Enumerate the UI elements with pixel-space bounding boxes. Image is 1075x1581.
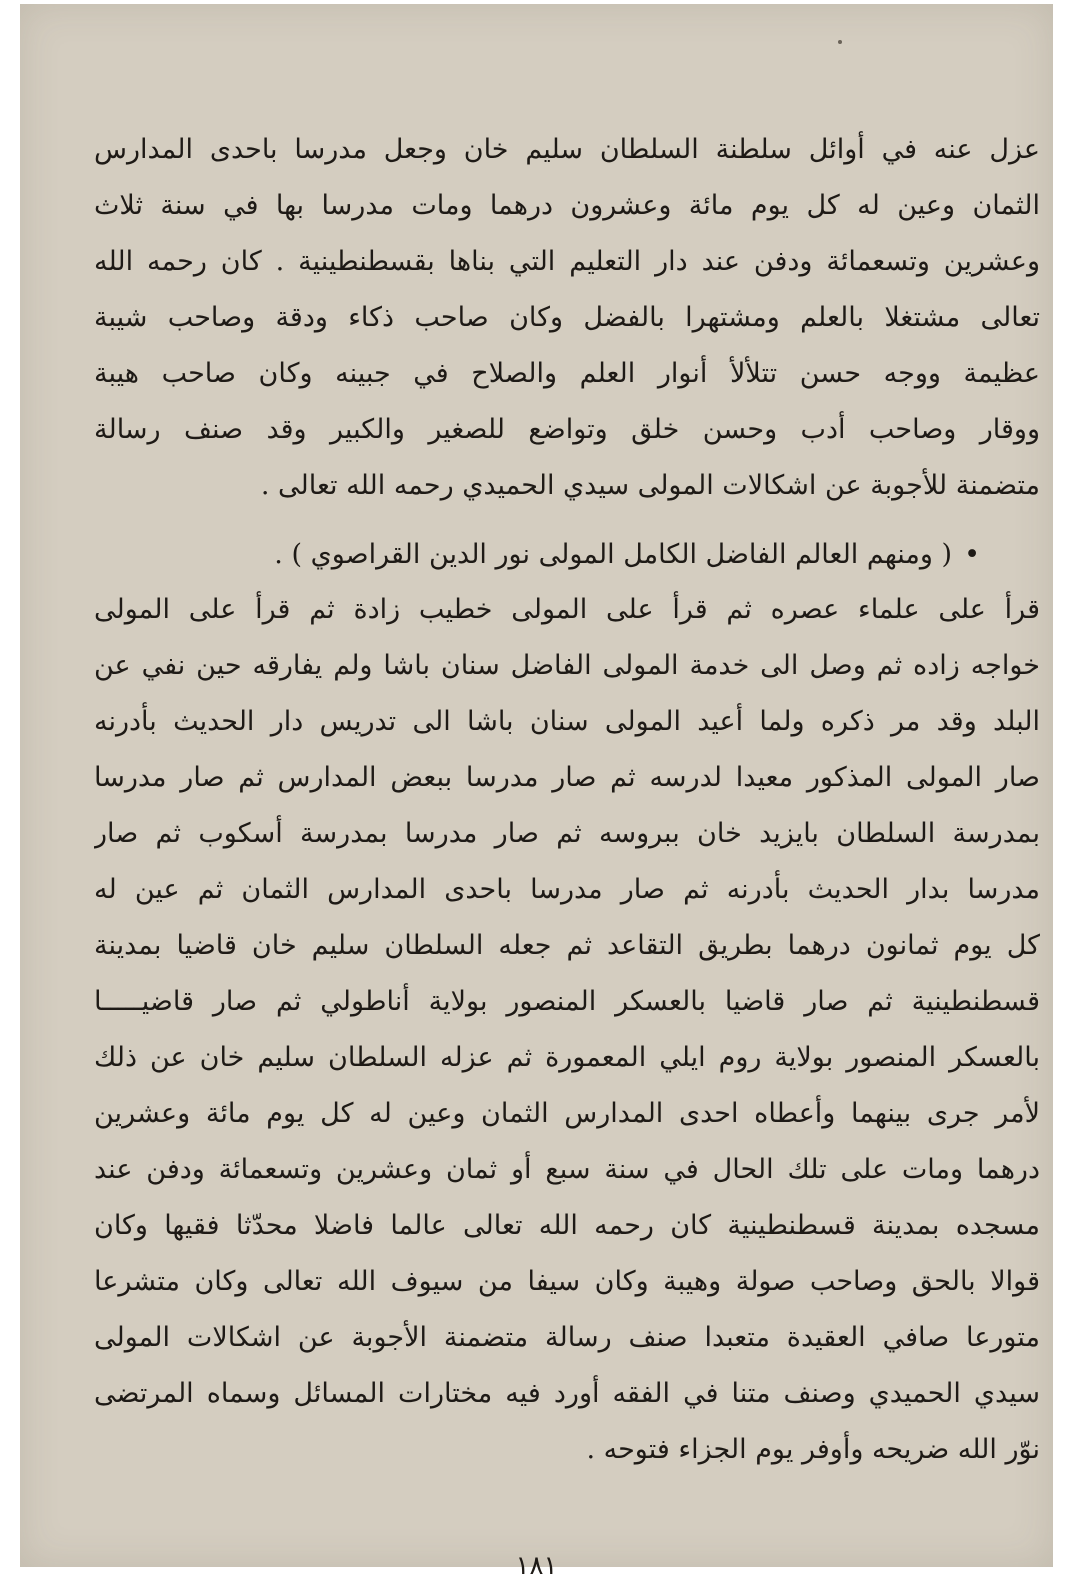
page-number: ١٨١ [515, 1551, 558, 1581]
text-line: قسطنطينية ثم صار قاضيا بالعسكر المنصور بولاية أناطولي ثم صار قاضيـــــا [94, 986, 1040, 1017]
text-line: خواجه زاده ثم وصل الى خدمة المولى الفاضل سنان باشا ولم يفارقه حين نفي عن [94, 650, 1040, 681]
text-line: قرأ على علماء عصره ثم قرأ على المولى خطيب زادة ثم قرأ على المولى [94, 594, 1040, 625]
paragraph-2 [94, 582, 1040, 1478]
text-line: تعالى مشتغلا بالعلم ومشتهرا بالفضل وكان صاحب ذكاء ودقة وصاحب شيبة [94, 302, 1040, 333]
section-heading [94, 527, 1040, 583]
text-line: الثمان وعين له كل يوم مائة وعشرون درهما ومات مدرسا بها في سنة ثلاث [94, 190, 1040, 221]
heading-text: ( ومنهم العالم الفاضل الكامل المولى نور الدين القراصوي ) . [274, 539, 953, 570]
text-line: صار المولى المذكور معيدا لدرسه ثم صار مدرسا ببعض المدارس ثم صار مدرسا [94, 762, 1040, 793]
text-line: نوّر الله ضريحه وأوفر يوم الجزاء فتوحه . [586, 1434, 1040, 1465]
text-line: البلد وقد مر ذكره ولما أعيد المولى سنان باشا الى تدريس دار الحديث بأدرنه [94, 706, 1040, 737]
text-line: عظيمة ووجه حسن تتلألأ أنوار العلم والصلاح في جبينه وكان صاحب هيبة [94, 358, 1040, 389]
text-line: عزل عنه في أوائل سلطنة السلطان سليم خان وجعل مدرسا باحدى المدارس [94, 134, 1040, 165]
text-line: كل يوم ثمانون درهما بطريق التقاعد ثم جعله السلطان سليم خان قاضيا بمدينة [94, 930, 1040, 961]
text-line: وعشرين وتسعمائة ودفن عند دار التعليم التي بناها بقسطنطينية . كان رحمه الله [94, 246, 1040, 277]
text-line: لأمر جرى بينهما وأعطاه احدى المدارس الثمان وعين له كل يوم مائة وعشرين [94, 1098, 1040, 1129]
paper-speck [838, 40, 842, 44]
text-line: ووقار وصاحب أدب وحسن خلق وتواضع للصغير والكبير وقد صنف رسالة [94, 414, 1040, 445]
text-line: قوالا بالحق وصاحب صولة وهيبة وكان سيفا من سيوف الله تعالى وكان متشرعا [94, 1266, 1040, 1297]
text-line: درهما ومات على تلك الحال في سنة سبع أو ثمان وعشرين وتسعمائة ودفن عند [94, 1154, 1040, 1185]
book-page [20, 4, 1053, 1581]
text-line: مدرسا بدار الحديث بأدرنه ثم صار مدرسا باحدى المدارس الثمان ثم عين له [94, 874, 1040, 905]
text-line: سيدي الحميدي وصنف متنا في الفقه أورد فيه مختارات المسائل وسماه المرتضى [94, 1378, 1040, 1409]
text-line: متضمنة للأجوبة عن اشكالات المولى سيدي الحميدي رحمه الله تعالى . [260, 470, 1040, 501]
text-line: متورعا صافي العقيدة متعبدا صنف رسالة متضمنة الأجوبة عن اشكالات المولى [94, 1322, 1040, 1353]
paragraph-1 [94, 122, 1040, 514]
text-line: بالعسكر المنصور بولاية روم ايلي المعمورة ثم عزله السلطان سليم خان عن ذلك [94, 1042, 1040, 1073]
text-line: مسجده بمدينة قسطنطينية كان رحمه الله تعالى عالما فاضلا محدّثا فقيها وكان [94, 1210, 1040, 1241]
bullet-icon: • [964, 539, 980, 570]
text-line: بمدرسة السلطان بايزيد خان ببروسه ثم صار مدرسا بمدرسة أسكوب ثم صار [94, 818, 1040, 849]
